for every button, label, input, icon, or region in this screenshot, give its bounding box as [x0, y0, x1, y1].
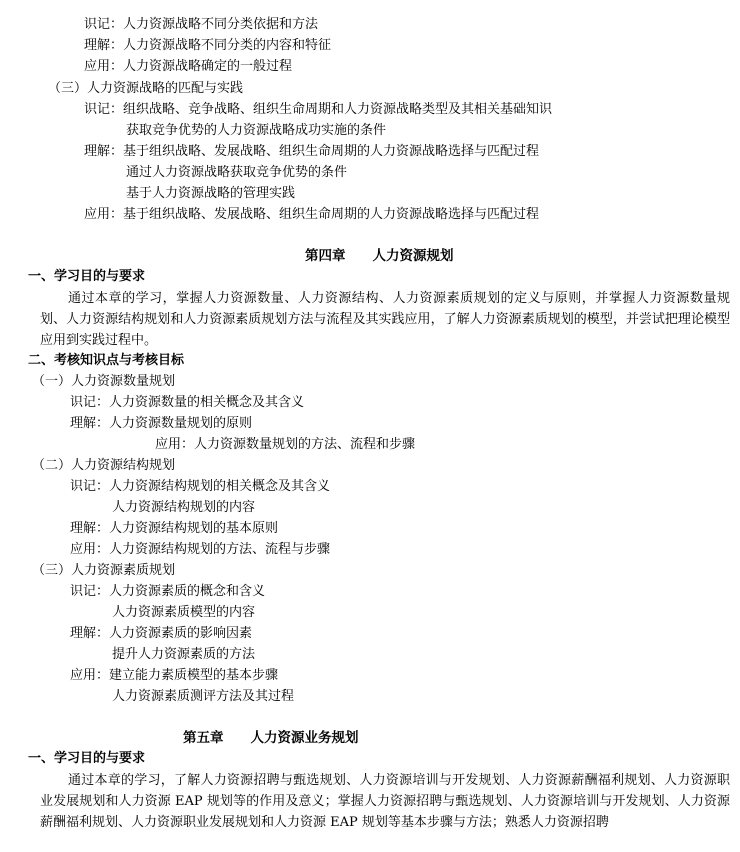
text-line: 识记：组织战略、竞争战略、组织生命周期和人力资源战略类型及其相关基础知识	[84, 102, 553, 117]
subsection-heading: （三）人力资源素质规划	[32, 563, 176, 578]
text-line: 理解：人力资源战略不同分类的内容和特征	[84, 38, 332, 53]
text-line: 人力资源素质模型的内容	[112, 605, 256, 620]
text-line: 应用：人力资源数量规划的方法、流程和步骤	[155, 437, 416, 452]
section-heading: 一、学习目的与要求	[28, 751, 146, 766]
text-line: 获取竞争优势的人力资源战略成功实施的条件	[126, 123, 387, 138]
text-line: 人力资源结构规划的内容	[112, 500, 256, 515]
subsection-heading: （二）人力资源结构规划	[32, 458, 176, 473]
chapter-title: 第四章 人力资源规划	[305, 248, 454, 264]
paragraph: 通过本章的学习，掌握人力资源数量、人力资源结构、人力资源素质规划的定义与原则，并掌握人力资源数量规划、人力资源结构规划和人力资源素质规划方法与流程及其实践应用，了解人力资源素质规划的模型，并尝试把理论模型应用到实践过程中。	[40, 291, 730, 348]
text-line: 应用：基于组织战略、发展战略、组织生命周期的人力资源战略选择与匹配过程	[84, 207, 540, 222]
section-heading: 一、学习目的与要求	[28, 269, 146, 284]
paragraph: 通过本章的学习，了解人力资源招聘与甄选规划、人力资源培训与开发规划、人力资源薪酬福利规划、人力资源职业发展规划和人力资源 EAP 规划等的作用及意义；掌握人力资源招聘与甄选规划、人力资源培训与开发规划、人力资源薪酬福利规划、人力资源职业发展规划和人力资源 EAP 规划等基本步骤与方法；熟悉人力资源招聘	[40, 773, 730, 830]
text-line: 理解：基于组织战略、发展战略、组织生命周期的人力资源战略选择与匹配过程	[84, 144, 540, 159]
text-line: 应用：建立能力素质模型的基本步骤	[70, 668, 279, 683]
text-line: 通过人力资源战略获取竞争优势的条件	[126, 165, 348, 180]
text-line: 识记：人力资源结构规划的相关概念及其含义	[70, 479, 331, 494]
chapter-title: 第五章 人力资源业务规划	[183, 730, 359, 746]
text-line: 提升人力资源素质的方法	[112, 647, 256, 662]
text-line: 人力资源素质测评方法及其过程	[112, 689, 295, 704]
text-line: 识记：人力资源数量的相关概念及其含义	[70, 395, 305, 410]
text-line: 识记：人力资源战略不同分类依据和方法	[84, 17, 319, 32]
text-line: 基于人力资源战略的管理实践	[126, 186, 296, 201]
text-line: 应用：人力资源结构规划的方法、流程与步骤	[70, 542, 331, 557]
subsection-heading: （一）人力资源数量规划	[32, 374, 176, 389]
text-line: 理解：人力资源素质的影响因素	[70, 626, 253, 641]
text-line: 理解：人力资源数量规划的原则	[70, 416, 253, 431]
section-heading: （三）人力资源战略的匹配与实践	[48, 81, 244, 96]
text-line: 识记：人力资源素质的概念和含义	[70, 584, 266, 599]
text-line: 理解：人力资源结构规划的基本原则	[70, 521, 279, 536]
section-heading: 二、考核知识点与考核目标	[28, 353, 185, 368]
text-line: 应用：人力资源战略确定的一般过程	[84, 59, 293, 74]
